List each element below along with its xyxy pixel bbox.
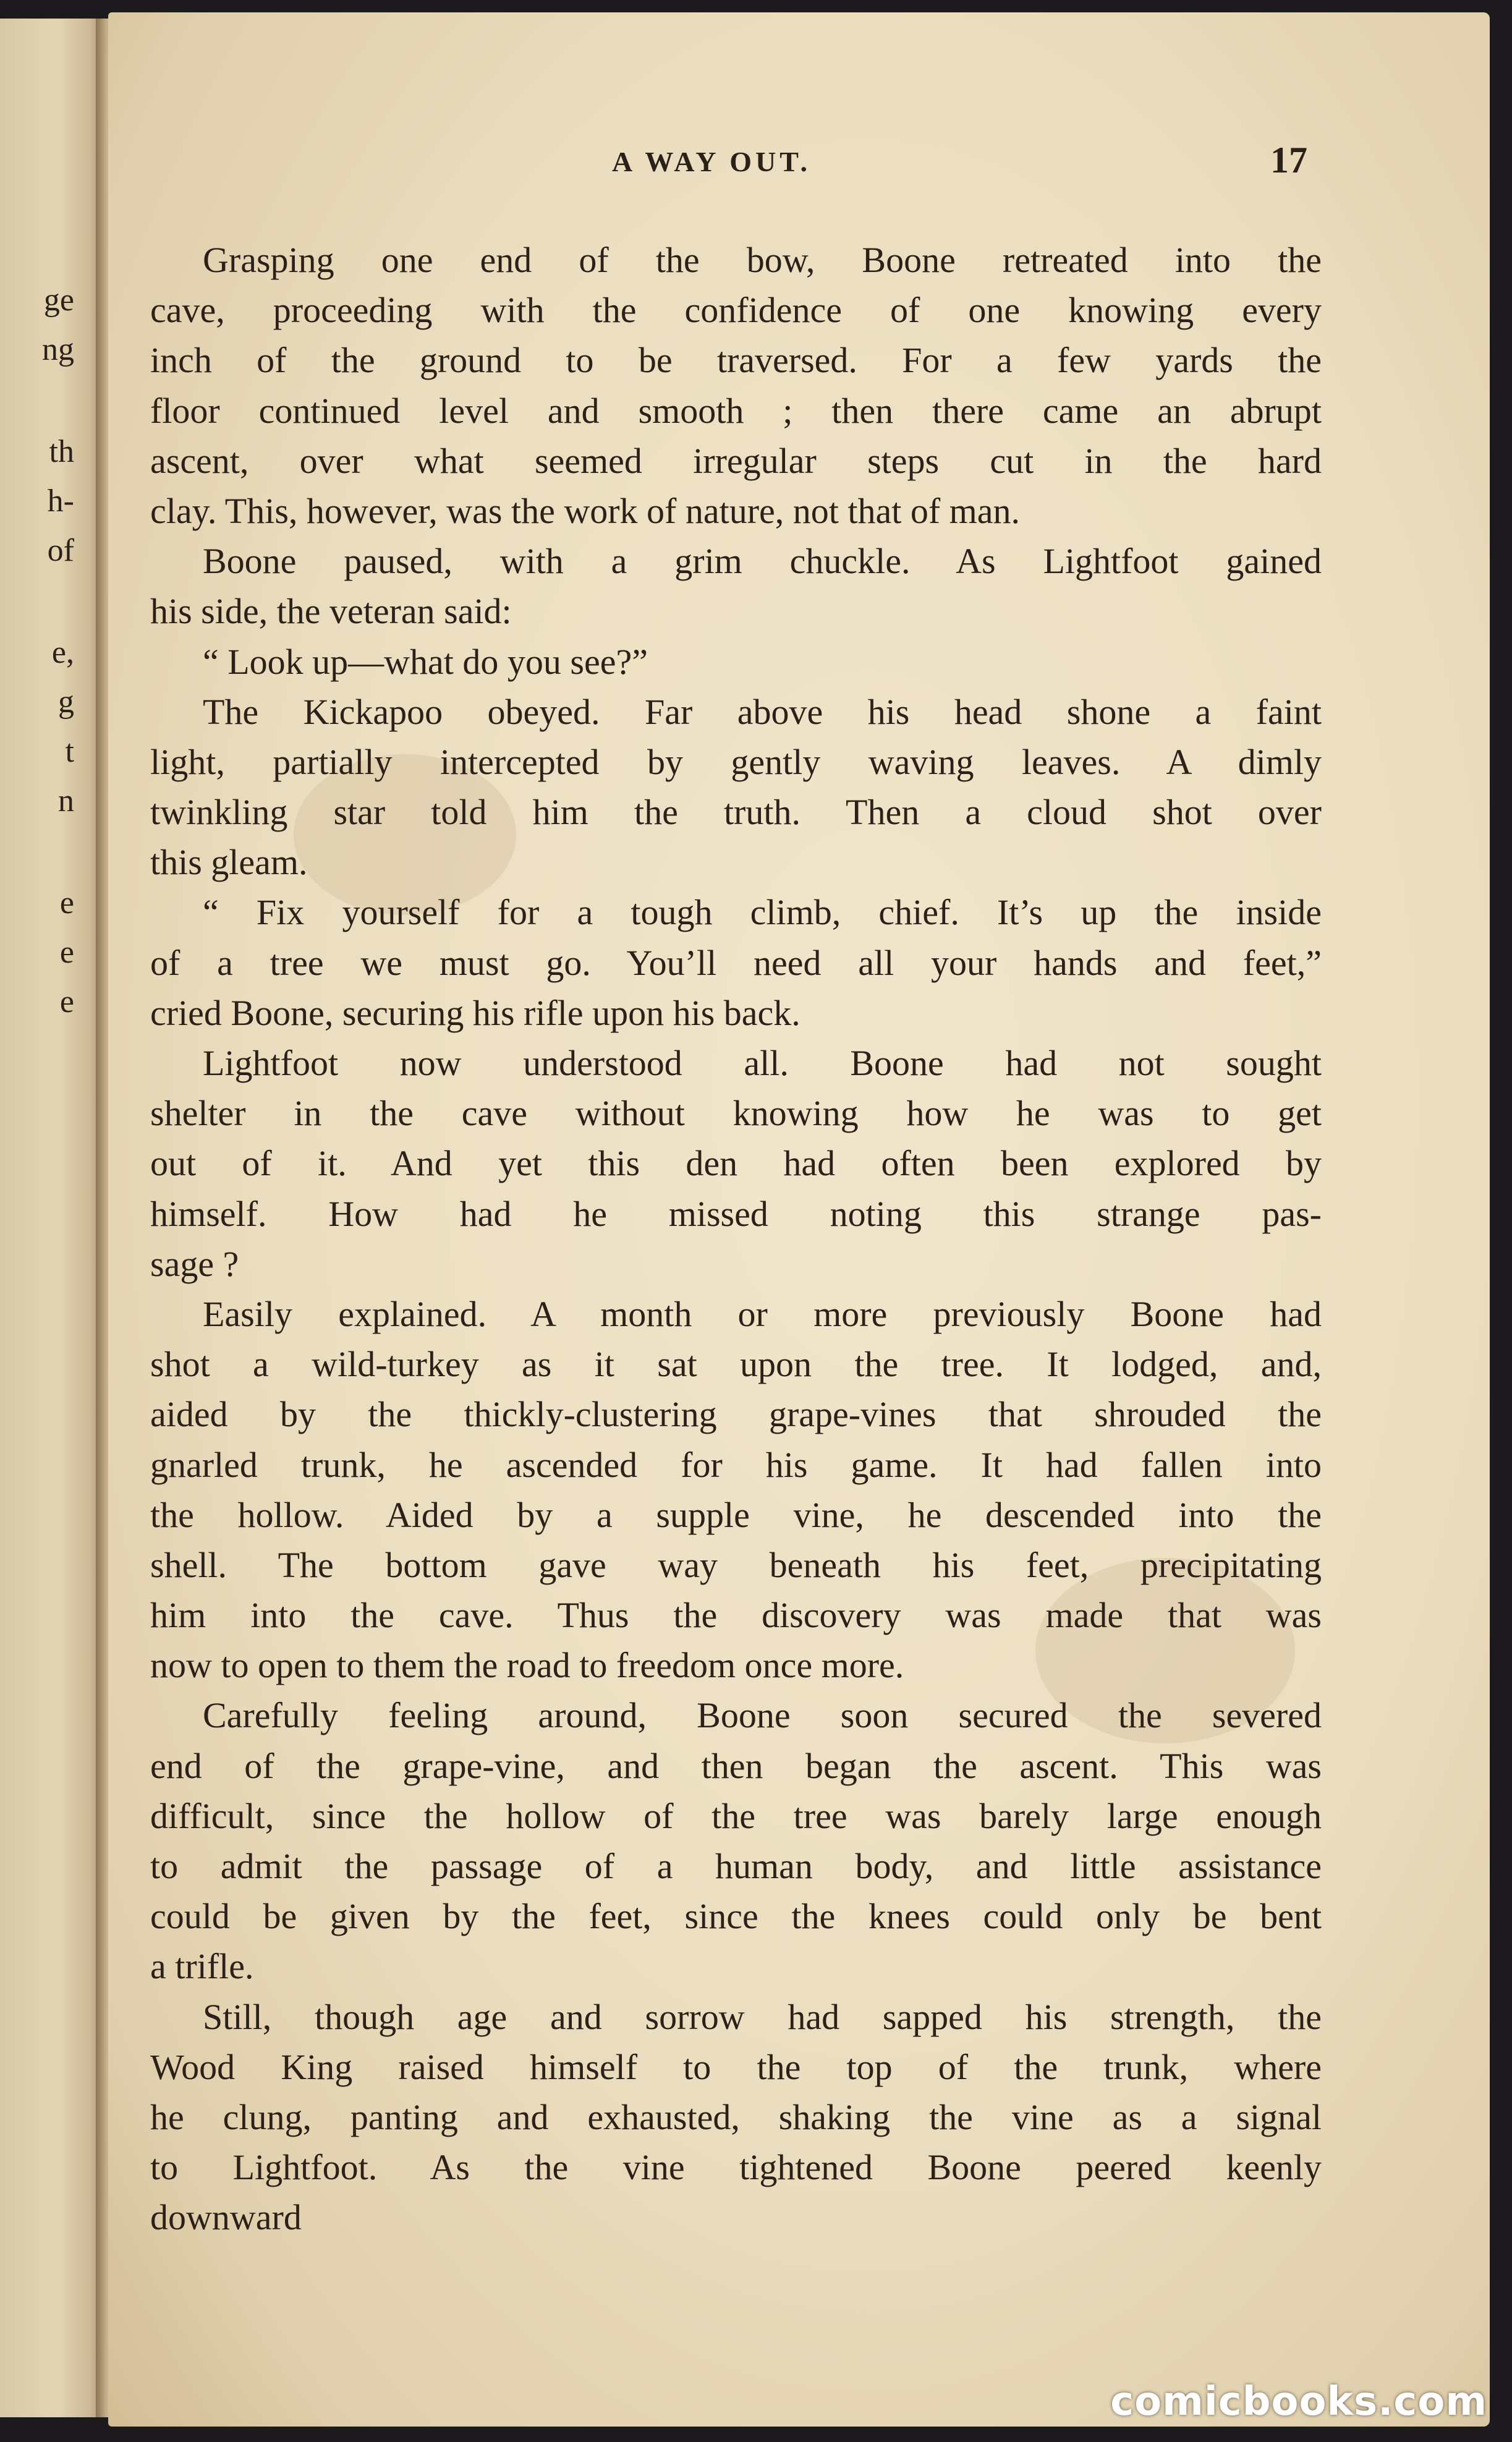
text-line: shelter in the cave without knowing how he was to get xyxy=(150,1093,1322,1134)
text-line: gnarled trunk, he ascended for his game. It had fallen into xyxy=(150,1444,1322,1485)
left-page-fragment: ge xyxy=(43,283,74,318)
left-page-fragment: e xyxy=(59,885,74,921)
text-line: The Kickapoo obeyed. Far above his head shone a faint xyxy=(203,691,1322,732)
text-line: he clung, panting and exhausted, shaking the vine as a signal xyxy=(150,2096,1322,2137)
left-page-fragment: th xyxy=(49,434,74,469)
text-line: end of the grape-vine, and then began the ascent. This was xyxy=(150,1745,1322,1786)
left-page-fragment: e xyxy=(59,935,74,970)
left-page-fragment: t xyxy=(65,734,74,769)
text-line: sage ? xyxy=(150,1243,239,1284)
text-line: downward xyxy=(150,2197,302,2238)
text-line: himself. How had he missed noting this strange pas- xyxy=(150,1193,1322,1234)
text-line: Lightfoot now understood all. Boone had not sought xyxy=(203,1043,1322,1083)
text-line: Still, though age and sorrow had sapped his strength, the xyxy=(203,1996,1322,2037)
text-line: out of it. And yet this den had often been explored by xyxy=(150,1143,1322,1184)
text-line: light, partially intercepted by gently waving leaves. A dimly xyxy=(150,741,1322,782)
text-line: to admit the passage of a human body, and little assistance xyxy=(150,1846,1322,1886)
left-page-fragment: e xyxy=(59,984,74,1019)
text-line: inch of the ground to be traversed. For a few yards the xyxy=(150,340,1322,381)
text-line: twinkling star told him the truth. Then a cloud shot over xyxy=(150,792,1322,833)
book-page xyxy=(108,12,1490,2427)
text-line: cried Boone, securing his rifle upon his back. xyxy=(150,992,801,1033)
text-line: this gleam. xyxy=(150,842,308,883)
body-text xyxy=(150,235,1322,2243)
site-watermark: comicbooks.com xyxy=(1110,2379,1487,2425)
text-line: floor continued level and smooth ; then there came an abrupt xyxy=(150,390,1322,431)
text-line: ascent, over what seemed irregular steps cut in the hard xyxy=(150,440,1322,481)
text-line: cave, proceeding with the confidence of one knowing every xyxy=(150,290,1322,331)
text-line: of a tree we must go. You’ll need all your hands and feet,” xyxy=(150,942,1322,983)
text-line: Boone paused, with a grim chuckle. As Lightfoot gained xyxy=(203,541,1322,582)
text-line: difficult, since the hollow of the tree was barely large enough xyxy=(150,1795,1322,1836)
left-page-fragment: e, xyxy=(51,635,74,670)
text-line: now to open to them the road to freedom once more. xyxy=(150,1645,904,1686)
left-page-fragment: ng xyxy=(42,332,74,367)
text-line: clay. This, however, was the work of nature, not that of man. xyxy=(150,490,1021,531)
left-page-fragment: h- xyxy=(47,483,74,519)
text-line: him into the cave. Thus the discovery was made that was xyxy=(150,1595,1322,1636)
text-line: could be given by the feet, since the knees could only be bent xyxy=(150,1896,1322,1937)
text-line: the hollow. Aided by a supple vine, he descended into the xyxy=(150,1494,1322,1535)
text-line: shot a wild-turkey as it sat upon the tree. It lodged, and, xyxy=(150,1344,1322,1385)
text-line: Carefully feeling around, Boone soon secured the severed xyxy=(203,1695,1322,1736)
text-line: “ Look up—what do you see?” xyxy=(203,641,648,682)
text-line: Easily explained. A month or more previously Boone had xyxy=(203,1293,1322,1334)
text-line: “ Fix yourself for a tough climb, chief. It’s up the inside xyxy=(203,892,1322,933)
left-facing-page xyxy=(0,19,105,2417)
page-number: 17 xyxy=(1270,140,1307,181)
text-line: a trifle. xyxy=(150,1946,254,1987)
left-page-fragment: n xyxy=(58,783,74,819)
text-line: Grasping one end of the bow, Boone retreated into the xyxy=(203,240,1322,280)
text-line: aided by the thickly-clustering grape-vines that shrouded the xyxy=(150,1394,1322,1435)
left-page-fragment: of xyxy=(47,533,74,568)
text-line: his side, the veteran said: xyxy=(150,591,512,632)
text-line: shell. The bottom gave way beneath his feet, precipitating xyxy=(150,1544,1322,1585)
running-head xyxy=(108,140,1490,189)
left-page-fragment: g xyxy=(58,684,74,720)
text-line: to Lightfoot. As the vine tightened Boone peered keenly xyxy=(150,2147,1322,2188)
text-line: Wood King raised himself to the top of the trunk, where xyxy=(150,2046,1322,2087)
running-title: A WAY OUT. xyxy=(612,146,812,177)
